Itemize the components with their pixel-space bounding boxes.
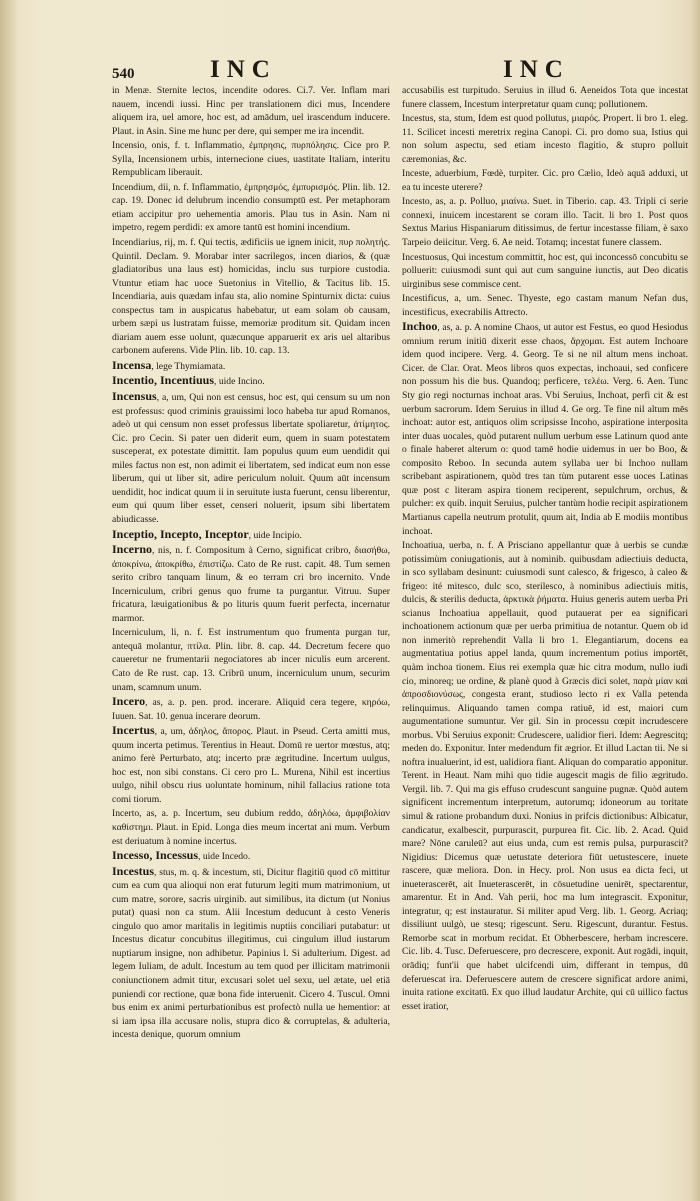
dictionary-entry <box>112 807 390 848</box>
entry-text: , stus, m. q. & incestum, sti, Dicitur flagitiū quod cō mittitur cum ea cum qua alioqui non erat futurum legiti mum matrimonium, ut cum matre, sorore, sacris uirginib. aut similibus, ita dictum (ut Nonius putat) quasi non ca stum. Alii Incestum deducunt à cesto Veneris cingulo quo amor maritalis in legitimis nuptiis conciliari putabatur: ut Incestus dicatur concubitus illegitimus, cui cingulum illud iustarum nuptiarum insigne, non adhibetur. Papinius l. Si adulterium. Digest. ad legem Iuliam, de adult. Incestum au tem quod per illicitam matrimonii coniunctionem admit titur, excusari solet uel sexu, uel ætate, uel etiā puniendi cor rectione, quæ bona fide interuenit. Cicero 4. Tuscul. Omni bus enim ex animi perturbationibus est profectò nulla ue hementior: at si iam ipsa illa accusare nolis, stupra dico & corruptelas, & adulteria, incesta denique, quorum omnium <box>112 866 390 1041</box>
entry-text: , uide Incipio. <box>248 529 302 541</box>
dictionary-entry <box>112 84 390 138</box>
dictionary-entry <box>112 390 390 526</box>
entry-lemma: Incero <box>112 694 146 709</box>
entry-text: , nis, n. f. Compositum à Cerno, significat cribro, διασήθω, ἀποκρίνω, ἀποκρίθω, ἐπιστίζω. Cato de Re rust. capit. 48. Tum semen serito cribro tanquam linum, & eo terram cri bro incernito. Vnde Incerniculum, cribri genus quo frume ta purgantur. Vitruu. Super fricatura, læuigationibus & po lituris quum fuerit perfecta, incernatur marmor. <box>112 545 390 624</box>
dictionary-entry <box>402 251 688 292</box>
entry-text: , uide Incino. <box>214 376 265 388</box>
entry-text: Incerto, as, a. p. Incertum, seu dubium reddo, ἀδηλόω, ἀμφιβολίαν καθίστημι. Plaut. in Epid. Longa dies meum incertat ani mum. Verbum est deriuatum à nomine incertus. <box>112 808 390 847</box>
entry-lemma: Incensa <box>112 357 152 372</box>
dictionary-entry <box>112 724 390 806</box>
dictionary-entry <box>112 236 390 358</box>
running-head-left: INC <box>210 56 277 83</box>
entry-text: , lege Thymiamata. <box>151 360 226 372</box>
dictionary-entry <box>112 626 390 694</box>
entry-lemma: Inchoo <box>402 319 438 334</box>
entry-lemma: Incertus <box>112 723 155 738</box>
entry-text: Incerniculum, li, n. f. Est instrumentum quo frumenta purgan tur, antequā molantur, πτίλα. Plin. libr. 8. cap. 44. Decretum fecere quo caueretur ne frumentarii negociatores ab incer niculis eum arcerent. Cato de Re rust. cap. 13. Cribrū unum, incerniculum unum, securim unam, scamnum unum. <box>112 627 390 693</box>
dictionary-entry <box>112 374 390 389</box>
entry-text: in Menæ. Sternite lectos, incendite odores. Ci.7. Ver. Inflam mari nauem, incendi iussi. Hinc per translationem dici mus, Incendere aliquem ira, uel amore, hoc est, ad amādum, uel irascendum inducere. Plaut. in Asin. Sine me hunc per dere, qui semper me ira incendit. <box>112 85 390 137</box>
dictionary-entry <box>112 865 390 1042</box>
entry-lemma: Inceptio, Incepto, Inceptor <box>112 526 249 541</box>
dictionary-entry <box>112 849 390 864</box>
dictionary-entry <box>112 139 390 180</box>
page-edge-shadow <box>690 0 700 1201</box>
entry-text: Incendiarius, rij, m. f. Qui tectis, ædificiis ue ignem inicit, πυρ πολητής. Quintil. Declam. 9. Morabar inter sacrilegos, incen diarios, & (quæ gladiatoribus una laus est) homicidas, inclu sus turpiore custodia. Vtuntur etiam hac uoce Suetonius in Vitellio, & Tacitus lib. 15. Incendiaria, auis quædam infau sta, alio nomine Spinturnix dicta: cuius conspectus tam in auspicatus habebatur, ut eam solam ob causam, urbem sæpi us lustratam fuisse, memoriæ proditum sit. Quidam incen diariam auem esse uolunt, quæcunque apparuerit ex aris uel altaribus carbonem auferens. Vide Plin. lib. 10. cap. 13. <box>112 237 390 357</box>
dictionary-entry <box>402 112 688 166</box>
entry-text: Incesto, as, a. p. Polluo, μιαίνω. Suet. in Tiberio. cap. 43. Tripli ci serie connexi, inuicem incestarent se coram illo. Tacit. li bro 1. Post quos Sextus Marius Hispaniarum ditissimus, de fertur incestasse filiam, è saxo Tarpeio deiicitur. Verg. 6. Ae neid. Totamq; incestat funere classem. <box>402 196 688 249</box>
left-column <box>112 84 390 1043</box>
entry-text: Incensio, onis, f. t. Inflammatio, ἐμπρησις, πυρπόλησις. Cice pro P. Sylla, Incensionem urbis, internecione ciues, uastitate Italiam, interitu Rempublicam liberauit. <box>112 140 390 179</box>
entry-text: , as, a. p. pen. prod. incerare. Aliquid cera tegere, κηρόω, Iuuen. Sat. 10. genua incerare deorum. <box>112 697 390 722</box>
entry-text: , a, um, ἀδηλος, ἄπορος. Plaut. in Pseud. Certa amitti mus, quum incerta petimus. Terentius in Heaut. Domū re uertor mœstus, atq; animo ferè Perturbato, atq; incerto præ ægritudine. Incertum uulgus, hoc est, non sibi constans. Ci cero pro L. Murena, Nihil est incertius uulgo, nihil obscu rius uoluntate hominum, nihil fallacius ratione tota comi tiorum. <box>112 726 390 805</box>
entry-text: Incestus, sta, stum, Idem est quod pollutus, μιαρός. Propert. li bro 1. eleg. 11. Scilicet incesti meretrix regina Canopi. Ci. pro domo sua, Istius qui non solum aspectu, sed etiam incesto flagitio, & stupro polluit cæremonias, &c. <box>402 113 688 165</box>
dictionary-entry <box>402 320 688 538</box>
dictionary-entry <box>402 195 688 249</box>
entry-text: Inceste, aduerbium, Fœdè, turpiter. Cic. pro Cælio, Ideò aquā adduxi, ut ea tu inceste uterere? <box>402 168 688 193</box>
entry-lemma: Incentio, Incentiuus <box>112 373 215 388</box>
entry-lemma: Incestus <box>112 863 155 878</box>
dictionary-entry <box>112 528 390 543</box>
entry-lemma: Incesso, Incessus <box>112 848 199 863</box>
dictionary-entry <box>112 543 390 625</box>
page-number: 540 <box>112 66 135 82</box>
entry-text: accusabilis est turpitudo. Seruius in illud 6. Aeneidos Tota que incestat funere classem, Incestum interpretatur quam cunq; pollutionem. <box>402 85 688 110</box>
dictionary-entry <box>112 181 390 235</box>
dictionary-entry <box>402 84 688 111</box>
entry-text: , a, um, Qui non est census, hoc est, qui censum su um non est professus: quod criminis grauissimi loco habeba tur apud Romanos, adeò ut qui censum non esset professus libertate spoliaretur, ἀτίμητος. Cic. pro Cecin. Si pater uen diderit eum, quem in suam potestatem susceperat, ex potestate dimittit. Iam populus quum eum uendidit qui miles factus non est, non adimit ei libertatem, sed indicat eum non esse liberum, qui ut liber sit, adire periculum noluit. Quum aūt incensum uendidit, hoc indicat quum ii in seruitute iusta fuerunt, censu liberentur, eum qui quum liber esset, censeri noluerit, ipsum sibi libertatem abiudicasse. <box>112 392 390 525</box>
dictionary-entry <box>112 359 390 374</box>
entry-lemma: Incerno <box>112 542 152 557</box>
entry-text: Incestificus, a, um. Senec. Thyeste, ego castam manum Nefan dus, incestificus, execrabilis Attrecto. <box>402 293 688 318</box>
entry-lemma: Incensus <box>112 389 157 404</box>
entry-text: Inchoatiua, uerba, n. f. A Prisciano appellantur quæ à uerbis se cundæ potissimùm coniugationis, aut à nominib. quibusdam adiectiuis deducta, in sco syllabam desinunt: cuiusmodi sunt calesco, & frigesco, à caleo & frigeo: ité mitesco, dulc sco, sterilesco, à nominibus adiectiuis mitis, dulcis, & sterilis deducta, ἀρκτικὰ ῥήματα. Huius generis autem uerba Pri scianus Inchoatiua appellauit, quod putauerat per ea significari inchoationem actionum quæ per uerba primitiua de notantur. Quem ob id non inmeritò reprehendit Valla li bro 1. Elegantiarum, docens ea augmentatiua potius appel landa, quum incrementum potius importēt, quàm inchoa tionem. Eius rei exempla quæ hic citra modum, nullo iudi cio, minoreq; ue ordine, & planè quod à Græcis dici solet, παρὰ μίαν καὶ ἀπροσδιονύσως, congesta erant, studioso lecto ri ex Valla petenda relinquimus. Aliquando tamen compa ratiuē, id est, maiori cum augumentatione sumuntur. Ver gil. Sin in processu cœpit incrudescere morbus. Vbi Seruius exponit: Crudescere, ualidior fieri. Idem: Aegrescitq; meden do. Exponitur. Inter medendum fit ægrior. Et illud Lactan tii. Ne si noftra inualuerint, id est, ualidiora fiant. Aliquan do comparatio apponitur. Terent. in Heaut. Nam mihi quo tidie augescit magis de filio ægritudo. Vergil. lib. 7. Qui ma gis effuso crudescunt sanguine pugnæ. Quòd autem significent incrementum interpretum, autorumq; idoneorum au toritate simul & ratione probandum duxi. Nonius in prifcis dictionibus: Albicatur, candicatur, exalbescit, purpurascit, purpurea fit. Cic. lib. 2. Acad. Quid mare? Nōne caruleū? aut eius unda, cum est remis pulsa, purpurascit? Nigidius: Dicemus quæ uetustate deteriora fiūt uetustescere, inuete rascere, quæ meliora. Don. in Hecy. prol. Non usus ea dicta feci, ut inueterascerēt, ait Inueterascerēt, in cōsuetudine uenirēt, spectarentur, amarentur. Et in And. Vah perii, hoc ma lum integrascit. Exponitur, integratur, q; est instauratur. Si militer apud Verg. lib. 1. Georg. Acriaq; dissiliunt uulgò, ue stesq; rigescunt. Seru. Rigescunt, durantur. Festus. Remorbe scat in morbum recidat. Et Obherbescere, herbam increscere. Cic. lib. 4. Tusc. Deferuescere, pro decrescere, exponit. Aut rogādi, inquit, orādiq; funt'ii que habet ulcifcendi uim, differant in tempus, dū deferuescat ira. Deferuescere autem de crescere significat ardore animi, inuita ratione excitatū. Ex quo illud laudatur Archite, qui cū uillico factus esset iratior, <box>402 540 688 1012</box>
right-column <box>402 84 688 1014</box>
page-gutter-shadow <box>0 0 18 1201</box>
dictionary-entry <box>402 292 688 319</box>
entry-text: Incestuosus, Qui incestum committit, hoc est, qui inconcessō concubitu se polluerit: cuiusmodi sunt qui aut cum sanguine iunctis, aut Deo dicatis uirginibus sese commisce cent. <box>402 251 688 290</box>
entry-text: Incendium, dii, n. f. Inflammatio, ἐμπρησμός, ἐμπυρισμός. Plin. lib. 12. cap. 19. Donec id delubrum incendio consumptū est. Per metaphoram etiam accipitur pro uehementia amoris. Plau tus in Asin. Nam ni impetro, regem perdidi: ex amore tantū est homini incendium. <box>112 181 390 234</box>
entry-text: , as, a. p. A nomine Chaos, ut autor est Festus, eo quod Hesiodus omnium rerum initiū dixerit esse chaos, ἄρχομαι. Est autem Inchoare idem quod incipere. Verg. 4. Georg. Te si ne nil altum mens inchoat. Cicer. de Clar. Orat. Meos libros quos expectas, inchoaui, sed conficere non possum his die bus. Quandoq; perficere, τελέω. Verg. 6. Aen. Tunc Sty gio regi nocturnas inchoat aras. Vbi Seruius, Inchoat, perfi cit & est uerbum sacrorum. Idem Seruius in illud 4. Ge org. Te fine nil altum mēs inchoat: autor est, antiquos olim scripsisse Incoho, aspiratione interposita inter duas uocales, quòd putarent nullum uerbum esse Latinum quod ante o finale haberet alterum o: quod tamē hodie uidemus in uer bo Boo, & composito Reboo. In secunda autem syllaba uer bi Inchoo nullam scribebant aspirationem, quòd tres tan tùm putarent esse uoces Latinas quæ post c literam aspira tionem reciperent, sepulchrum, orchus, & pulcher: ex quib. inquit Seruius, pulcher tantùm hodie recipit aspirationem Martianus capella neutrum protulit, quum ait, India ab E modiis montibus inchoat. <box>402 322 688 537</box>
dictionary-entry <box>402 539 688 1013</box>
dictionary-entry <box>402 167 688 194</box>
running-head-right: INC <box>503 56 570 83</box>
entry-text: , uide Incedo. <box>198 851 251 863</box>
dictionary-entry <box>112 695 390 723</box>
